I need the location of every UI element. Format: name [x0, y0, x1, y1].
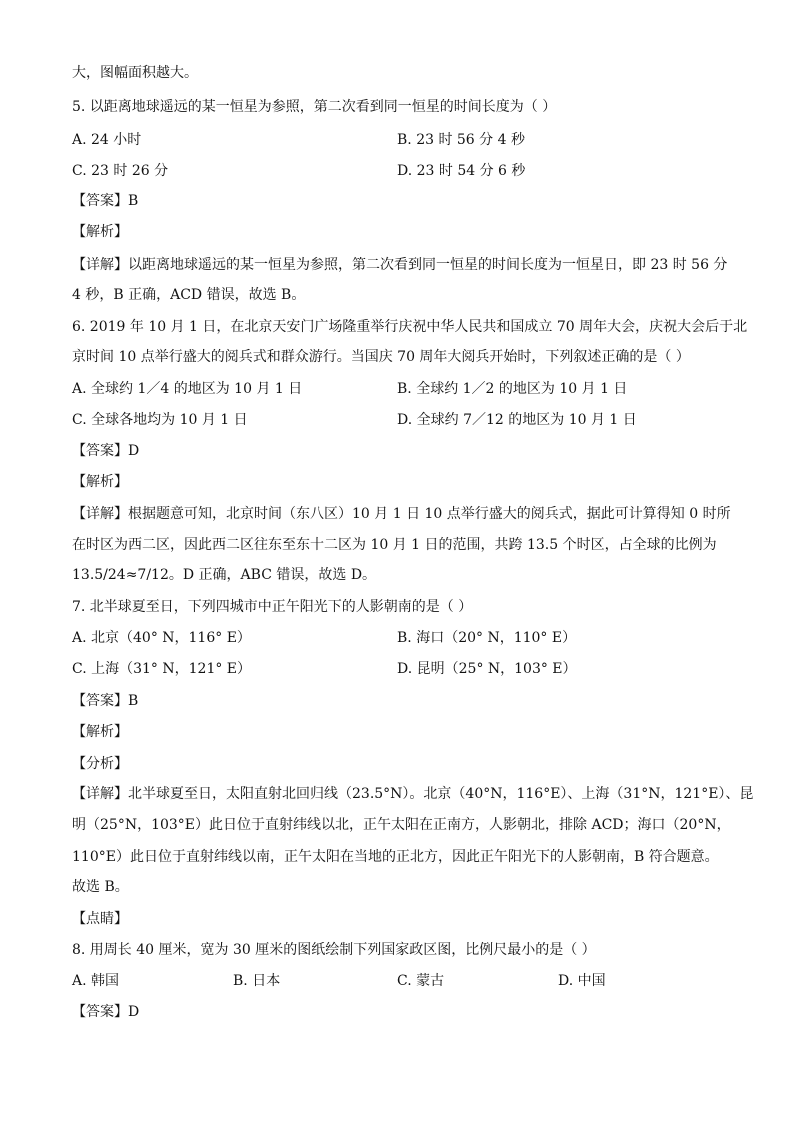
q5-option-a: A. 24 小时	[72, 132, 142, 148]
detail-text: 110°E）此日位于直射纬线以南，正午太阳在当地的正北方，因此正午阳光下的人影朝南，B 符合题意。	[72, 849, 719, 865]
answer-label: 【答案】B	[72, 193, 139, 209]
q6-option-b: B. 全球约 1／2 的地区为 10 月 1 日	[397, 381, 628, 397]
answer-label: 【答案】D	[72, 1004, 140, 1020]
detail-text: 【详解】根据题意可知，北京时间（东八区）10 月 1 日 10 点举行盛大的阅兵式，据此可计算得知 0 时所	[72, 506, 731, 522]
q8-option-b: B. 日本	[233, 973, 281, 989]
q5-option-d: D. 23 时 54 分 6 秒	[397, 163, 526, 179]
detail-text: 故选 B。	[72, 879, 129, 895]
q6-option-d: D. 全球约 7／12 的地区为 10 月 1 日	[397, 412, 637, 428]
q8-option-a: A. 韩国	[72, 973, 120, 989]
analysis-sub-label: 【分析】	[72, 756, 128, 772]
detail-text: 4 秒，B 正确，ACD 错误，故选 B。	[72, 287, 306, 303]
question-8-stem: 8. 用周长 40 厘米，宽为 30 厘米的图纸绘制下列国家政区图，比例尺最小的是（ ）	[72, 942, 596, 958]
detail-text: 13.5/24≈7/12。D 正确，ABC 错误，故选 D。	[72, 567, 377, 583]
analysis-label: 【解析】	[72, 224, 128, 240]
detail-text: 【详解】以距离地球遥远的某一恒星为参照，第二次看到同一恒星的时间长度为一恒星日，即 23 时 56 分	[72, 257, 728, 273]
answer-label: 【答案】B	[72, 693, 139, 709]
question-7-stem: 7. 北半球夏至日，下列四城市中正午阳光下的人影朝南的是（ ）	[72, 599, 473, 615]
question-6-stem: 京时间 10 点举行盛大的阅兵式和群众游行。当国庆 70 周年大阅兵开始时，下列叙述正确的是（ ）	[72, 349, 690, 365]
analysis-label: 【解析】	[72, 724, 128, 740]
q6-option-a: A. 全球约 1／4 的地区为 10 月 1 日	[72, 381, 303, 397]
analysis-label: 【解析】	[72, 474, 128, 490]
q5-option-b: B. 23 时 56 分 4 秒	[397, 132, 525, 148]
tip-label: 【点睛】	[72, 911, 128, 927]
q8-option-d: D. 中国	[558, 973, 606, 989]
q7-option-d: D. 昆明（25° N，103° E）	[397, 661, 577, 677]
detail-text: 在时区为西二区，因此西二区往东至东十二区为 10 月 1 日的范围，共跨 13.5 个时区，占全球的比例为	[72, 537, 717, 553]
question-5-stem: 5. 以距离地球遥远的某一恒星为参照，第二次看到同一恒星的时间长度为（ ）	[72, 99, 557, 115]
detail-text: 【详解】北半球夏至日，太阳直射北回归线（23.5°N）。北京（40°N，116°E）、上海（31°N，121°E）、昆	[72, 786, 754, 802]
q6-option-c: C. 全球各地均为 10 月 1 日	[72, 412, 248, 428]
q8-option-c: C. 蒙古	[397, 973, 445, 989]
q7-option-b: B. 海口（20° N，110° E）	[397, 630, 577, 646]
q5-option-c: C. 23 时 26 分	[72, 163, 169, 179]
text-line: 大，图幅面积越大。	[72, 65, 198, 81]
detail-text: 明（25°N，103°E）此日位于直射纬线以北，正午太阳在正南方，人影朝北，排除 ACD；海口（20°N，	[72, 817, 731, 833]
answer-label: 【答案】D	[72, 443, 140, 459]
q7-option-a: A. 北京（40° N，116° E）	[72, 630, 251, 646]
q7-option-c: C. 上海（31° N，121° E）	[72, 661, 252, 677]
question-6-stem: 6. 2019 年 10 月 1 日，在北京天安门广场隆重举行庆祝中华人民共和国成立 70 周年大会，庆祝大会后于北	[72, 319, 748, 335]
